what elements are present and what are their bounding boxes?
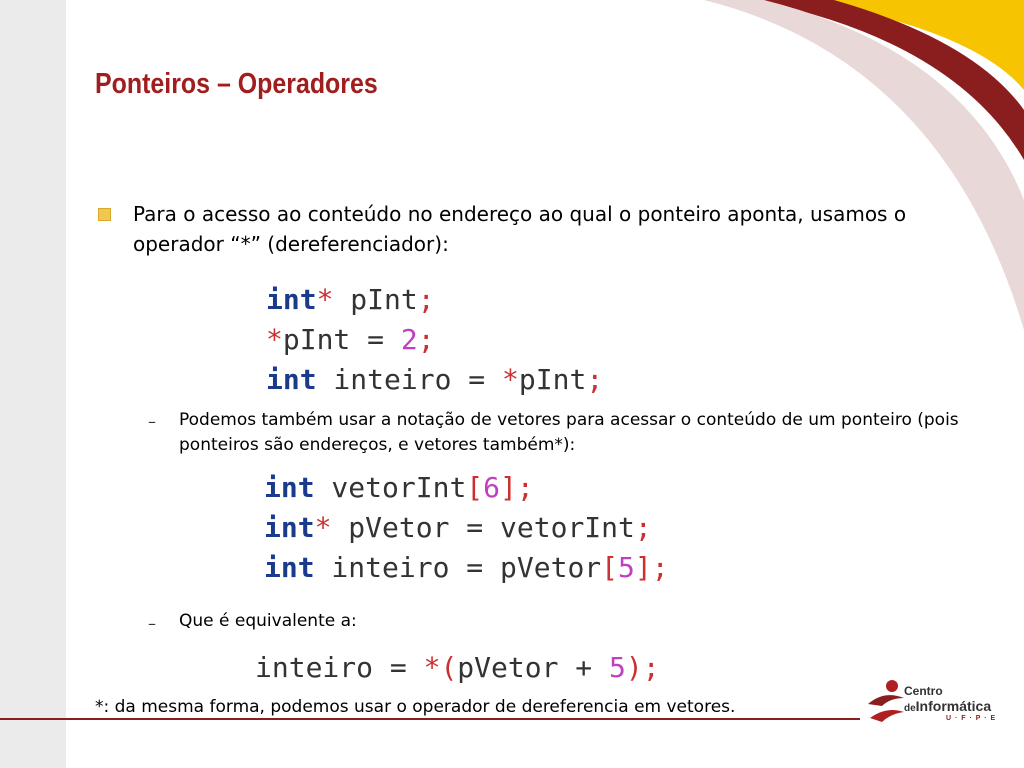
code-line: inteiro = *(pVetor + 5); (255, 651, 660, 684)
code-line: int* pVetor = vetorInt; (264, 511, 652, 544)
page-title: Ponteiros – Operadores (95, 68, 378, 100)
logo-line-1: Centro (904, 684, 943, 698)
code-line: int* pInt; (266, 283, 435, 316)
sub-bullet-dash: – (148, 412, 156, 431)
bottom-divider (0, 718, 860, 720)
logo-mark-icon (864, 676, 908, 730)
sub-bullet-text: Podemos também usar a notação de vetores para acessar o conteúdo de um ponteiro (pois ponteiros são endereços, e vetores também*): (179, 410, 959, 455)
logo-line-2: deInformática (904, 698, 992, 714)
code-block-3 (255, 648, 660, 688)
bullet-marker (98, 208, 111, 221)
logo-line-3: U · F · P · E (946, 715, 997, 722)
code-line: int inteiro = *pInt; (266, 363, 604, 396)
bullet-text: Para o acesso ao conteúdo no endereço ao qual o ponteiro aponta, usamos o operador “*” (dereferenciador): (133, 202, 907, 256)
left-strip (0, 0, 66, 768)
sub-bullet-dash: – (148, 614, 156, 633)
sub-bullet-text: Que é equivalente a: (179, 611, 357, 631)
code-line: int vetorInt[6]; (264, 471, 534, 504)
code-line: *pInt = 2; (266, 323, 435, 356)
code-block-1 (266, 280, 603, 400)
code-line: int inteiro = pVetor[5]; (264, 551, 669, 584)
logo (864, 676, 1004, 730)
footnote: *: da mesma forma, podemos usar o operador de dereferencia em vetores. (95, 697, 736, 717)
code-block-2 (264, 468, 669, 588)
